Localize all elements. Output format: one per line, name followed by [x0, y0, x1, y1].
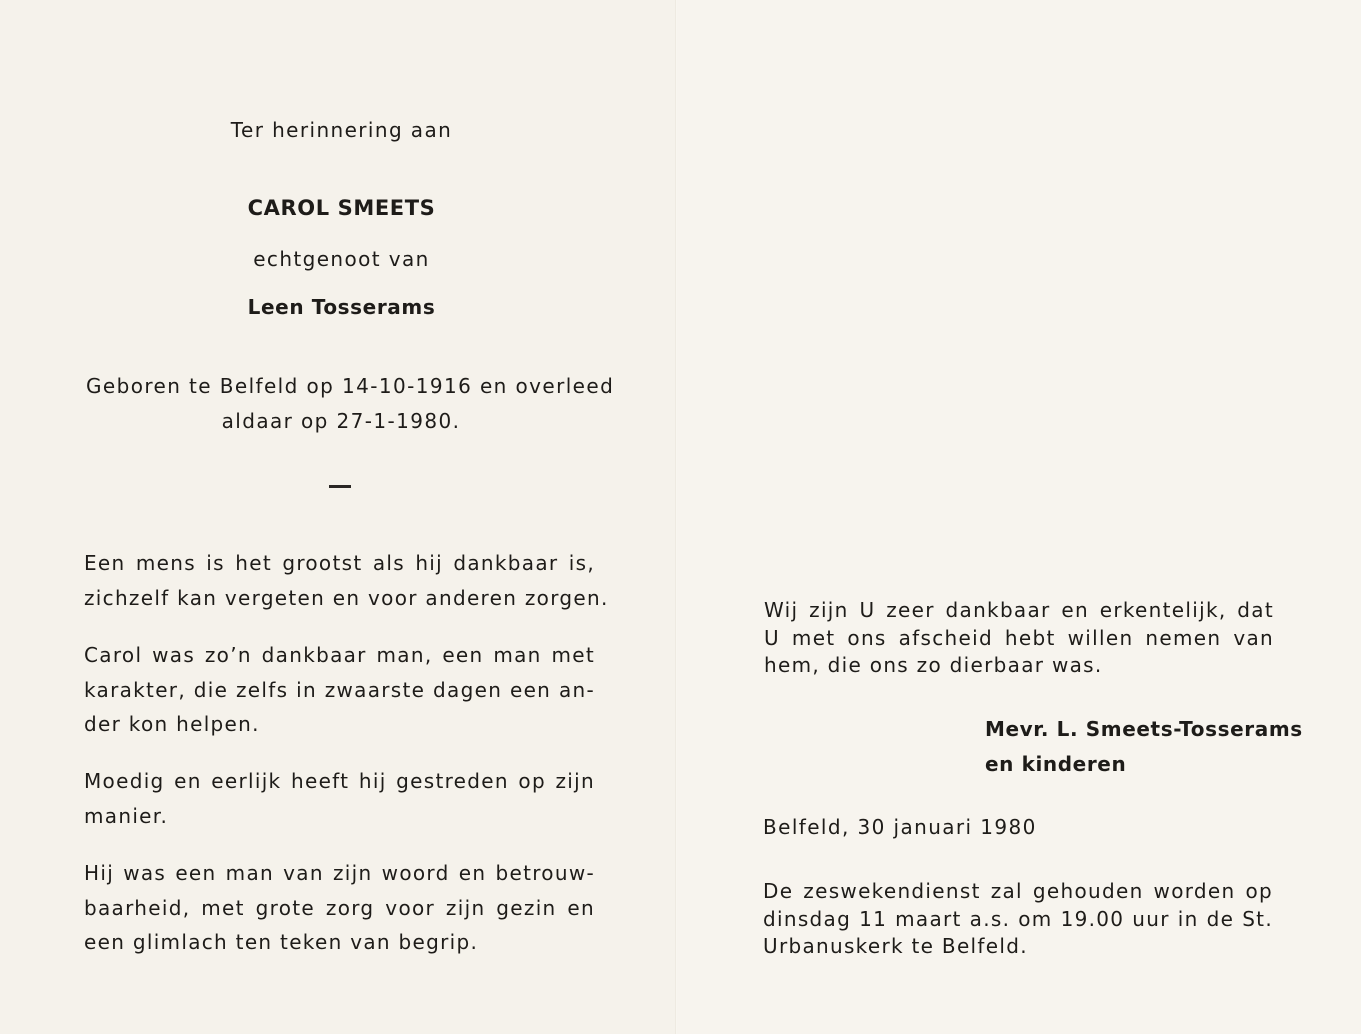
birth-death-line-2: aldaar op 27-1-1980. [221, 409, 461, 433]
paragraph-gratitude [84, 546, 609, 615]
paragraph-line: zichzelf kan vergeten en voor anderen zorgen. [84, 585, 609, 610]
place-date: Belfeld, 30 januari 1980 [763, 815, 1037, 839]
service-paragraph [763, 878, 1273, 961]
right-page [677, 0, 1361, 1034]
signature-name: Mevr. L. Smeets-Tosserams [985, 717, 1303, 741]
service-line: dinsdag 11 maart a.s. om 19.00 uur in de St. [763, 906, 1273, 931]
thanks-line: hem, die ons zo dierbaar was. [764, 653, 1103, 677]
thanks-line: U met ons afscheid hebt willen nemen van [764, 625, 1274, 650]
paragraph-line: karakter, die zelfs in zwaarste dagen een an- [84, 677, 595, 702]
separator-dash [329, 485, 351, 488]
left-page [0, 0, 676, 1034]
birth-death-line-1: Geboren te Belfeld op 14-10-1916 en overleed [86, 374, 615, 398]
paragraph-line: baarheid, met grote zorg voor zijn gezin en [84, 895, 595, 920]
service-line: De zeswekendienst zal gehouden worden op [763, 879, 1273, 903]
paragraph-line: Moedig en eerlijk heeft hij gestreden op zijn [84, 769, 595, 793]
paragraph-line: Carol was zo’n dankbaar man, een man met [84, 643, 595, 667]
paragraph-line: Hij was een man van zijn woord en betrouw- [84, 861, 595, 885]
paragraph-line: Een mens is het grootst als hij dankbaar is, [84, 551, 595, 575]
paragraph-line: een glimlach ten teken van begrip. [84, 930, 479, 954]
paragraph-line: manier. [84, 803, 169, 828]
thanks-line: Wij zijn U zeer dankbaar en erkentelijk, dat [764, 598, 1274, 622]
deceased-name: CAROL SMEETS [247, 196, 436, 220]
service-line: Urbanuskerk te Belfeld. [763, 934, 1028, 958]
relation-text: echtgenoot van [253, 247, 430, 271]
paragraph-character [84, 638, 595, 742]
signature-family: en kinderen [985, 752, 1127, 776]
paragraph-line: der kon helpen. [84, 712, 260, 736]
spouse-name: Leen Tosserams [247, 295, 436, 319]
intro-text: Ter herinnering aan [230, 118, 453, 142]
paragraph-courage [84, 764, 595, 833]
paragraph-word [84, 856, 595, 960]
thanks-paragraph [764, 597, 1274, 680]
